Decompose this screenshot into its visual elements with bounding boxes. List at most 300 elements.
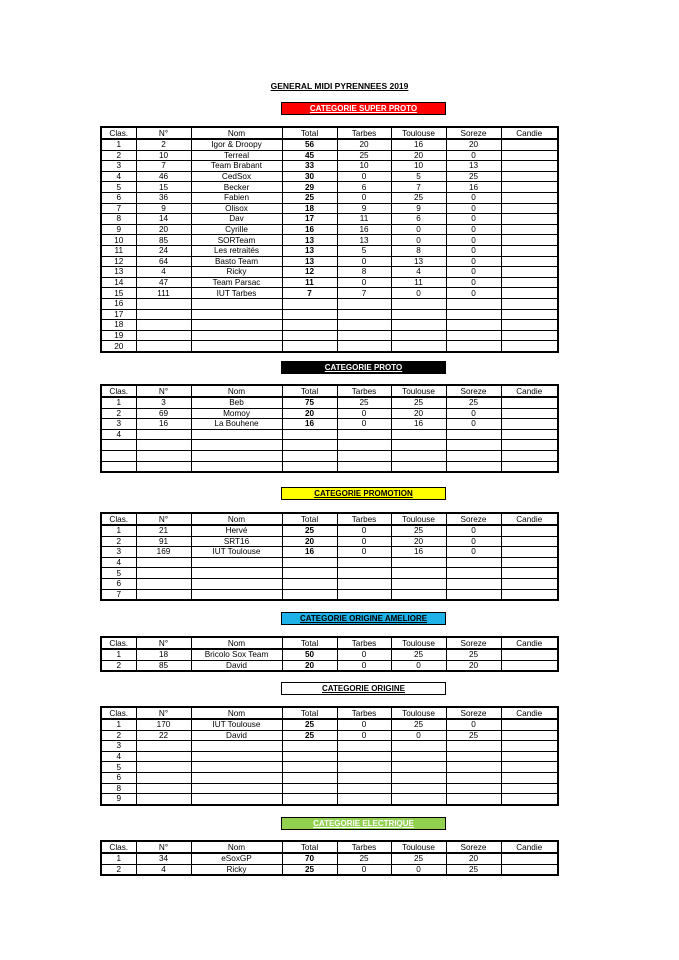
cell-soreze [446,298,501,309]
cell-n [136,568,191,579]
cell-nom: Terreal [191,150,282,161]
cell-candie [501,762,558,773]
cell-candie [501,267,558,278]
cell-tarbes: 25 [337,853,391,864]
cell-toulouse: 0 [391,224,446,235]
column-header: Toulouse [391,841,446,853]
cell-n: 64 [136,256,191,267]
cell-total: 16 [282,419,337,430]
cell-nom [191,461,282,472]
cell-n [136,762,191,773]
column-header: Tarbes [337,707,391,719]
cell-n: 46 [136,171,191,182]
cell-candie [501,649,558,660]
cell-n: 85 [136,235,191,246]
cell-total [282,794,337,805]
cell-total: 45 [282,150,337,161]
table-row [101,762,558,773]
cell-nom [191,440,282,451]
category-label-origine: CATEGORIE ORIGINE [281,682,446,695]
table-row [101,277,558,288]
cell-soreze: 0 [446,525,501,536]
cell-n: 170 [136,719,191,730]
cell-candie [501,214,558,225]
cell-candie [501,741,558,752]
cell-tarbes: 0 [337,536,391,547]
cell-n [136,298,191,309]
cell-candie [501,794,558,805]
cell-soreze: 0 [446,719,501,730]
cell-nom: IUT Toulouse [191,547,282,558]
table-row [101,429,558,440]
page-title: GENERAL MIDI PYRENNEES 2019 [270,81,409,91]
cell-clas: 10 [101,235,136,246]
cell-nom: Momoy [191,408,282,419]
table-row [101,751,558,762]
category-label-promotion: CATEGORIE PROMOTION [281,487,446,500]
cell-tarbes: 0 [337,408,391,419]
table-row [101,224,558,235]
cell-clas: 2 [101,730,136,741]
column-header: N° [136,841,191,853]
cell-candie [501,461,558,472]
cell-clas: 7 [101,589,136,600]
cell-toulouse: 6 [391,214,446,225]
cell-toulouse [391,330,446,341]
cell-nom [191,794,282,805]
cell-soreze: 0 [446,224,501,235]
cell-soreze: 0 [446,267,501,278]
column-header: Total [282,637,337,649]
column-header: Candie [501,513,558,525]
cell-soreze: 0 [446,203,501,214]
cell-candie [501,298,558,309]
table-row [101,557,558,568]
cell-clas: 20 [101,341,136,352]
cell-soreze [446,341,501,352]
cell-toulouse: 13 [391,256,446,267]
cell-candie [501,578,558,589]
cell-candie [501,330,558,341]
cell-total: 75 [282,397,337,408]
cell-tarbes: 0 [337,192,391,203]
column-header: Nom [191,385,282,397]
cell-soreze [446,450,501,461]
cell-total: 25 [282,192,337,203]
cell-soreze: 0 [446,419,501,430]
cell-clas: 9 [101,794,136,805]
cell-nom: Cyrille [191,224,282,235]
cell-tarbes: 0 [337,660,391,671]
cell-tarbes [337,298,391,309]
table-row [101,649,558,660]
column-header: Nom [191,637,282,649]
cell-candie [501,429,558,440]
cell-toulouse [391,309,446,320]
cell-tarbes [337,578,391,589]
cell-clas: 15 [101,288,136,299]
column-header: Clas. [101,513,136,525]
table-row [101,783,558,794]
table-row [101,578,558,589]
table-row [101,772,558,783]
cell-tarbes [337,440,391,451]
cell-nom: La Bouhene [191,419,282,430]
cell-total: 70 [282,853,337,864]
cell-n: 22 [136,730,191,741]
cell-n [136,741,191,752]
cell-nom: eSoxGP [191,853,282,864]
cell-soreze: 0 [446,547,501,558]
cell-n: 24 [136,245,191,256]
cell-nom: Les retraités [191,245,282,256]
column-header: Toulouse [391,707,446,719]
category-label-electrique: CATEGORIE ELECTRIQUE [281,817,446,830]
cell-soreze: 20 [446,853,501,864]
cell-n: 2 [136,139,191,150]
cell-clas: 14 [101,277,136,288]
cell-toulouse: 16 [391,547,446,558]
cell-nom: David [191,730,282,741]
cell-candie [501,341,558,352]
cell-candie [501,751,558,762]
cell-soreze [446,330,501,341]
cell-soreze [446,772,501,783]
cell-tarbes [337,772,391,783]
table-row [101,267,558,278]
cell-total: 29 [282,182,337,193]
column-header: Clas. [101,637,136,649]
cell-nom [191,578,282,589]
cell-soreze: 0 [446,235,501,246]
cell-toulouse: 10 [391,161,446,172]
cell-candie [501,525,558,536]
column-header: N° [136,385,191,397]
cell-toulouse: 25 [391,649,446,660]
cell-tarbes: 0 [337,525,391,536]
cell-soreze: 0 [446,214,501,225]
cell-clas: 6 [101,772,136,783]
cell-nom: SORTeam [191,235,282,246]
cell-total [282,578,337,589]
table-header-row [101,841,558,853]
cell-candie [501,161,558,172]
column-header: N° [136,127,191,139]
cell-toulouse: 5 [391,171,446,182]
cell-clas [101,440,136,451]
cell-n: 36 [136,192,191,203]
cell-total [282,309,337,320]
cell-total [282,440,337,451]
column-header: Soreze [446,637,501,649]
cell-clas: 16 [101,298,136,309]
cell-total: 30 [282,171,337,182]
column-header: Tarbes [337,841,391,853]
cell-tarbes: 16 [337,224,391,235]
cell-clas: 2 [101,660,136,671]
cell-tarbes: 10 [337,161,391,172]
cell-n [136,794,191,805]
cell-candie [501,235,558,246]
table-row [101,214,558,225]
table-row [101,440,558,451]
cell-toulouse [391,320,446,331]
results-table-super-proto [100,126,559,353]
column-header: Nom [191,707,282,719]
cell-nom [191,450,282,461]
cell-total: 25 [282,525,337,536]
cell-candie [501,730,558,741]
cell-clas: 19 [101,330,136,341]
cell-soreze [446,741,501,752]
cell-clas: 5 [101,568,136,579]
cell-soreze: 20 [446,139,501,150]
table-header-row [101,513,558,525]
table-row [101,853,558,864]
cell-toulouse [391,794,446,805]
cell-total: 11 [282,277,337,288]
cell-toulouse: 0 [391,864,446,875]
table-row [101,660,558,671]
cell-toulouse [391,589,446,600]
cell-nom: Beb [191,397,282,408]
column-header: Tarbes [337,637,391,649]
cell-candie [501,182,558,193]
cell-clas: 3 [101,741,136,752]
cell-n [136,557,191,568]
cell-candie [501,536,558,547]
category-label-super-proto: CATEGORIE SUPER PROTO [281,102,446,115]
cell-n: 15 [136,182,191,193]
cell-toulouse: 0 [391,660,446,671]
cell-n [136,578,191,589]
column-header: Soreze [446,841,501,853]
cell-soreze [446,440,501,451]
cell-soreze [446,320,501,331]
cell-toulouse: 16 [391,139,446,150]
table-row [101,568,558,579]
cell-total [282,341,337,352]
cell-total [282,557,337,568]
cell-clas: 4 [101,171,136,182]
cell-n [136,341,191,352]
cell-total [282,751,337,762]
column-header: Candie [501,841,558,853]
cell-total: 7 [282,288,337,299]
cell-tarbes [337,783,391,794]
cell-nom [191,772,282,783]
table-row [101,864,558,875]
cell-soreze [446,461,501,472]
category-label-proto: CATEGORIE PROTO [281,361,446,374]
column-header: N° [136,707,191,719]
cell-total: 16 [282,547,337,558]
cell-clas: 3 [101,161,136,172]
column-header: N° [136,513,191,525]
cell-soreze [446,794,501,805]
cell-soreze: 0 [446,256,501,267]
column-header: Total [282,707,337,719]
cell-tarbes: 6 [337,182,391,193]
cell-total [282,589,337,600]
cell-n: 16 [136,419,191,430]
cell-total [282,741,337,752]
cell-clas: 1 [101,397,136,408]
table-row [101,235,558,246]
cell-toulouse [391,557,446,568]
cell-candie [501,864,558,875]
column-header: Soreze [446,127,501,139]
table-row [101,525,558,536]
cell-nom [191,762,282,773]
cell-candie [501,288,558,299]
cell-toulouse: 7 [391,182,446,193]
cell-clas: 1 [101,719,136,730]
column-header: Total [282,513,337,525]
column-header: Total [282,841,337,853]
cell-soreze: 16 [446,182,501,193]
cell-tarbes [337,341,391,352]
column-header: Candie [501,127,558,139]
cell-tarbes: 5 [337,245,391,256]
cell-toulouse [391,429,446,440]
cell-toulouse: 16 [391,419,446,430]
cell-clas: 13 [101,267,136,278]
cell-toulouse [391,568,446,579]
cell-nom: Hervé [191,525,282,536]
cell-nom: David [191,660,282,671]
cell-nom: Ricky [191,267,282,278]
cell-candie [501,277,558,288]
cell-n: 69 [136,408,191,419]
table-header-row [101,637,558,649]
column-header: Nom [191,513,282,525]
table-row [101,330,558,341]
cell-clas: 11 [101,245,136,256]
cell-total [282,783,337,794]
table-row [101,719,558,730]
table-row [101,192,558,203]
table-row [101,245,558,256]
column-header: Candie [501,707,558,719]
table-header-row [101,127,558,139]
table-row [101,161,558,172]
column-header: Soreze [446,385,501,397]
cell-candie [501,783,558,794]
cell-total [282,762,337,773]
cell-total: 16 [282,224,337,235]
cell-soreze: 25 [446,649,501,660]
cell-candie [501,660,558,671]
cell-tarbes: 11 [337,214,391,225]
cell-total [282,772,337,783]
cell-candie [501,139,558,150]
cell-toulouse [391,341,446,352]
cell-tarbes [337,330,391,341]
cell-n: 47 [136,277,191,288]
cell-soreze: 0 [446,536,501,547]
cell-clas: 2 [101,408,136,419]
cell-clas: 1 [101,139,136,150]
cell-total: 13 [282,256,337,267]
cell-clas: 2 [101,150,136,161]
column-header: Total [282,385,337,397]
cell-total: 33 [282,161,337,172]
cell-clas: 3 [101,547,136,558]
table-row [101,320,558,331]
cell-tarbes [337,794,391,805]
cell-nom [191,741,282,752]
cell-toulouse: 0 [391,235,446,246]
cell-tarbes: 25 [337,150,391,161]
cell-toulouse [391,762,446,773]
cell-total: 25 [282,730,337,741]
cell-nom: Igor & Droopy [191,139,282,150]
cell-soreze [446,557,501,568]
column-header: Clas. [101,127,136,139]
cell-clas: 7 [101,203,136,214]
column-header: Soreze [446,513,501,525]
cell-tarbes [337,450,391,461]
column-header: Clas. [101,385,136,397]
cell-tarbes [337,762,391,773]
table-header-row [101,707,558,719]
cell-clas: 6 [101,578,136,589]
cell-nom [191,429,282,440]
table-row [101,182,558,193]
table-row [101,256,558,267]
cell-total [282,461,337,472]
cell-toulouse: 0 [391,730,446,741]
cell-tarbes: 0 [337,719,391,730]
cell-tarbes [337,741,391,752]
cell-clas: 4 [101,557,136,568]
cell-soreze [446,429,501,440]
cell-soreze [446,783,501,794]
cell-tarbes: 0 [337,256,391,267]
table-row [101,150,558,161]
column-header: Tarbes [337,385,391,397]
cell-tarbes [337,557,391,568]
cell-candie [501,397,558,408]
cell-soreze [446,751,501,762]
cell-tarbes: 20 [337,139,391,150]
cell-tarbes: 0 [337,171,391,182]
cell-tarbes [337,751,391,762]
cell-soreze [446,568,501,579]
cell-soreze [446,589,501,600]
cell-nom [191,298,282,309]
cell-toulouse: 20 [391,150,446,161]
cell-clas: 6 [101,192,136,203]
cell-clas: 1 [101,649,136,660]
table-row [101,589,558,600]
cell-n [136,309,191,320]
cell-nom [191,309,282,320]
table-row [101,298,558,309]
cell-total [282,450,337,461]
cell-toulouse [391,450,446,461]
cell-nom [191,557,282,568]
cell-n [136,783,191,794]
cell-total: 13 [282,245,337,256]
category-label-origine-ameliore: CATEGORIE ORIGINE AMELIORE [281,612,446,625]
table-row [101,171,558,182]
results-table-origine-ameliore [100,636,559,672]
column-header: Candie [501,385,558,397]
cell-n: 34 [136,853,191,864]
results-table-origine [100,706,559,806]
